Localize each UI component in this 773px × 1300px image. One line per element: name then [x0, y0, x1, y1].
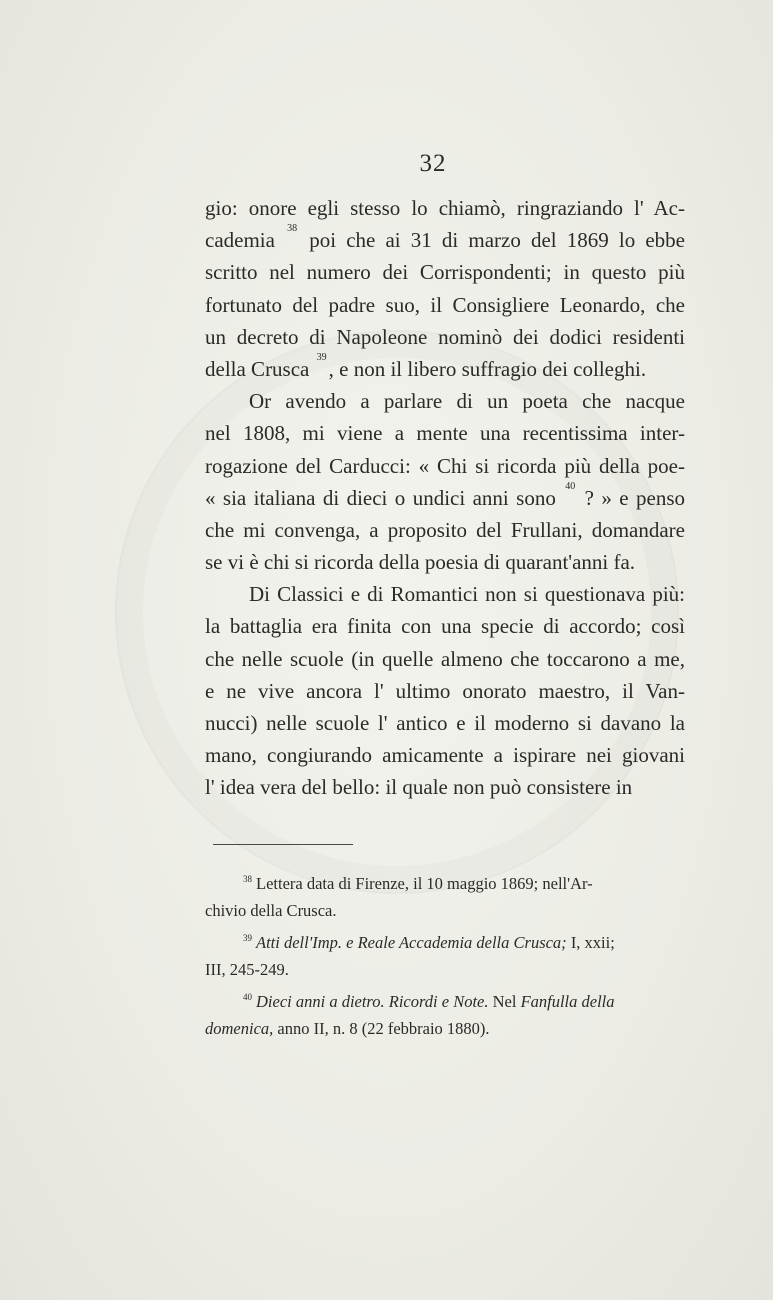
footnote-reference: 38: [287, 223, 298, 235]
text-line: mano, congiurando amicamente a ispirare nei giovani: [205, 743, 685, 768]
text-line: « sia italiana di dieci o undici anni sono $^{40}$ ? » e penso: [205, 480, 686, 510]
text-line: fortunato del padre suo, il Consigliere Leonardo, che: [205, 292, 685, 317]
text-line: nucci) nelle scuole l' antico e il moderno si davano la: [205, 711, 685, 735]
italic-title: Dieci anni a dietro. Ricordi e Note.: [256, 992, 489, 1011]
text-line: nel 1808, mi viene a mente una recentissima inter-: [205, 421, 685, 446]
footnote-line: domenica, anno II, n. 8 (22 febbraio 1880).: [205, 1019, 490, 1038]
paragraph: [205, 578, 685, 803]
text-line: un decreto di Napoleone nominò dei dodici residenti: [205, 324, 685, 349]
text-line: l' idea vera del bello: il quale non può consistere in: [205, 775, 633, 800]
italic-title: Atti dell'Imp. e Reale Accademia della Crusca;: [256, 933, 567, 952]
text-line: cademia $^{38}$ poi che ai 31 di marzo del 1869 lo ebbe: [205, 223, 685, 253]
footnote-line: $^{40}$ Dieci anni a dietro. Ricordi e Note. Nel Fanfulla della: [243, 992, 615, 1011]
text-line: che nelle scuole (in quelle almeno che toccarono a me,: [205, 646, 685, 671]
footnote-mark: 38: [243, 874, 252, 884]
footnote: [205, 929, 685, 983]
footnote-line: $^{39}$ Atti dell'Imp. e Reale Accademia della Crusca; I, xxii;: [243, 933, 615, 952]
italic-title: domenica,: [205, 1019, 274, 1038]
footnote-reference: 39: [316, 351, 327, 363]
text-line: se vi è chi si ricorda della poesia di quarant'anni fa.: [205, 550, 636, 575]
footnote-line: III, 245-249.: [205, 960, 289, 979]
footnote: [205, 870, 685, 924]
text-line: Di Classici e di Romantici non si questionava più:: [249, 582, 685, 607]
paragraph: [205, 385, 685, 578]
text-line: scritto nel numero dei Corrispondenti; in questo più: [205, 260, 685, 285]
italic-title: Fanfulla della: [520, 992, 615, 1011]
footnote-mark: 39: [243, 933, 252, 943]
text-line: che mi convenga, a proposito del Frullani, domandare: [205, 517, 685, 542]
footnote-separator: [213, 844, 353, 845]
text-line: rogazione del Carducci: « Chi si ricorda più della poe-: [205, 453, 685, 478]
paragraph: [205, 192, 685, 385]
footnote-line: $^{38}$ Lettera data di Firenze, il 10 maggio 1869; nell'Ar-: [243, 874, 593, 893]
footnotes: [205, 870, 685, 1042]
page-number: 32: [419, 150, 447, 177]
text-line: della Crusca $^{39}$, e non il libero suffragio dei colleghi.: [205, 351, 647, 381]
body-text: [205, 192, 685, 804]
text-line: gio: onore egli stesso lo chiamò, ringraziando l' Ac-: [205, 196, 685, 220]
text-line: e ne vive ancora l' ultimo onorato maestro, il Van-: [205, 678, 685, 703]
footnote-mark: 40: [243, 992, 252, 1002]
footnote-line: chivio della Crusca.: [205, 901, 337, 920]
text-line: la battaglia era finita con una specie di accordo; così: [205, 614, 685, 639]
footnote-reference: 40: [565, 480, 576, 492]
text-line: Or avendo a parlare di un poeta che nacque: [249, 389, 685, 414]
footnote: [205, 988, 685, 1042]
